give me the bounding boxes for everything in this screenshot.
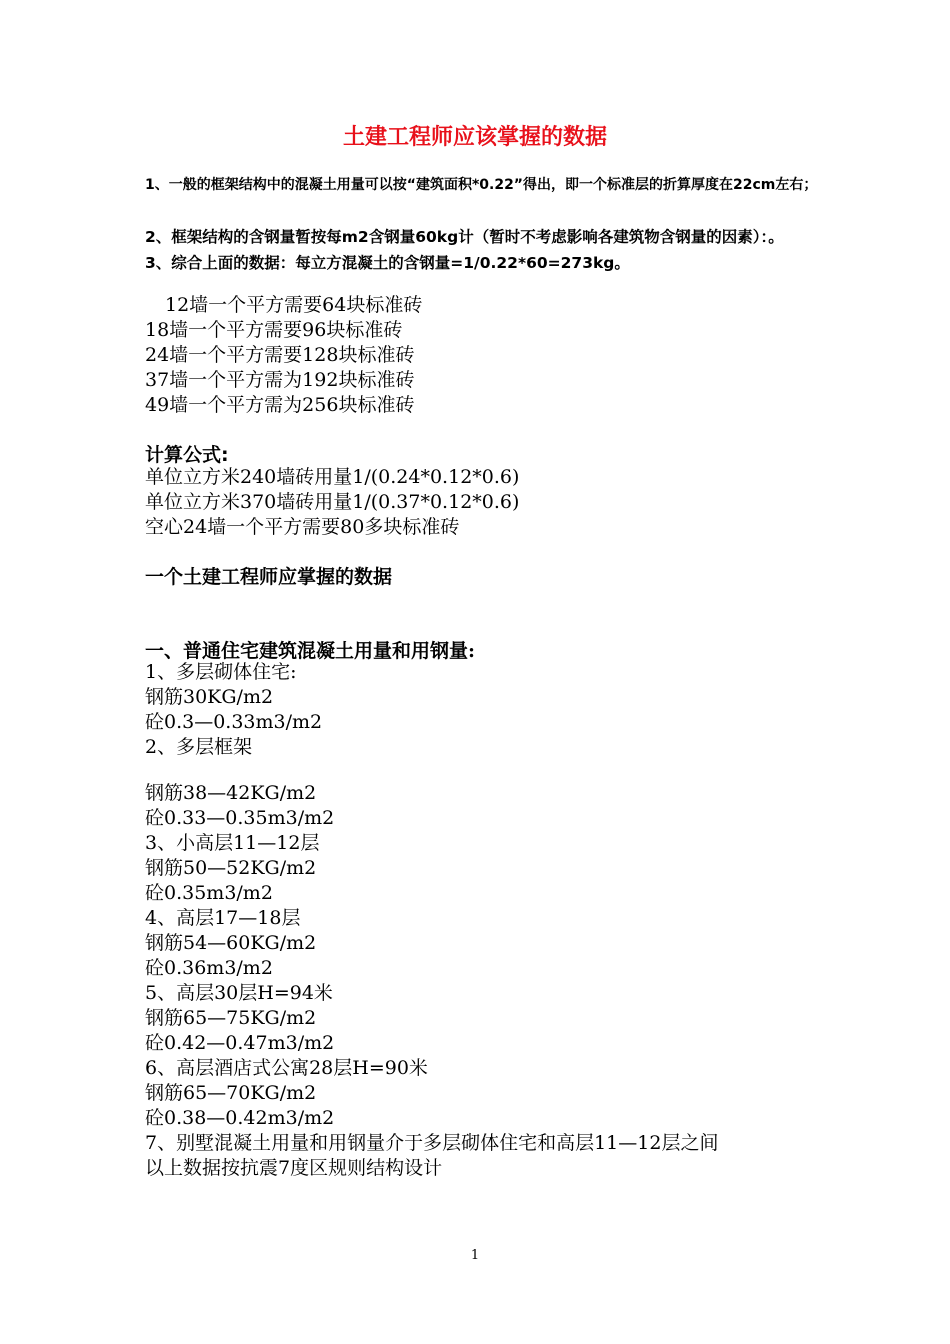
document-title: 土建工程师应该掌握的数据 [342,125,607,150]
list-item: 37墙一个平方需为192块标准砖 [145,369,415,391]
list-item: 12墙一个平方需要64块标准砖 [165,294,423,316]
list-item: 钢筋65—70KG/m2 [145,1082,317,1104]
list-item: 空心24墙一个平方需要80多块标准砖 [145,516,460,538]
list-item: 18墙一个平方需要96块标准砖 [145,319,403,341]
residential-list-b [145,781,845,1181]
list-item: 4、高层17—18层 [145,907,301,929]
list-item: 5、高层30层H=94米 [145,982,333,1004]
subheading: 一、普通住宅建筑混凝土用量和用钢量: [145,640,476,662]
list-item: 砼0.36m3/m2 [145,957,273,979]
intro-text: 1、一般的框架结构中的混凝土用量可以按“建筑面积*0.22”得出，即一个标准层的折算厚度在22cm左右； [145,177,818,193]
list-item: 单位立方米240墙砖用量1/(0.24*0.12*0.6) [145,466,520,488]
list-item: 7、别墅混凝土用量和用钢量介于多层砌体住宅和高层11—12层之间 [145,1132,719,1154]
list-item: 钢筋50—52KG/m2 [145,857,317,879]
list-item: 以上数据按抗震7度区规则结构设计 [145,1157,443,1179]
list-item: 砼0.33—0.35m3/m2 [145,807,335,829]
intro-paragraph-2 [145,224,825,250]
list-item: 钢筋38—42KG/m2 [145,782,317,804]
list-item: 砼0.38—0.42m3/m2 [145,1107,335,1129]
list-item: 1、多层砌体住宅: [145,661,297,683]
page-number: 1 [470,1248,480,1263]
list-item: 3、小高层11—12层 [145,832,320,854]
list-item: 钢筋65—75KG/m2 [145,1007,317,1029]
list-item: 单位立方米370墙砖用量1/(0.37*0.12*0.6) [145,491,520,513]
intro-text: 2、框架结构的含钢量暂按每m2含钢量60kg计（暂时不考虑影响各建筑物含钢量的因素）：。 [145,228,784,246]
list-item: 钢筋54—60KG/m2 [145,932,317,954]
intro-paragraph-1 [145,172,825,198]
list-item: 49墙一个平方需为256块标准砖 [145,394,415,416]
formula-heading: 计算公式: [145,444,229,466]
intro-text: 3、综合上面的数据：每立方混凝土的含钢量=1/0.22*60=273kg。 [145,254,630,272]
section-title: 一个土建工程师应掌握的数据 [145,566,393,588]
intro-paragraph-3 [145,250,825,276]
list-item: 砼0.3—0.33m3/m2 [145,711,323,733]
formula-list [145,465,845,540]
list-item: 2、多层框架 [145,736,253,758]
list-item: 24墙一个平方需要128块标准砖 [145,344,415,366]
brick-count-list [145,293,845,418]
list-item: 砼0.42—0.47m3/m2 [145,1032,335,1054]
residential-list-a [145,660,845,760]
list-item: 砼0.35m3/m2 [145,882,273,904]
list-item: 钢筋30KG/m2 [145,686,274,708]
list-item: 6、高层酒店式公寓28层H=90米 [145,1057,428,1079]
